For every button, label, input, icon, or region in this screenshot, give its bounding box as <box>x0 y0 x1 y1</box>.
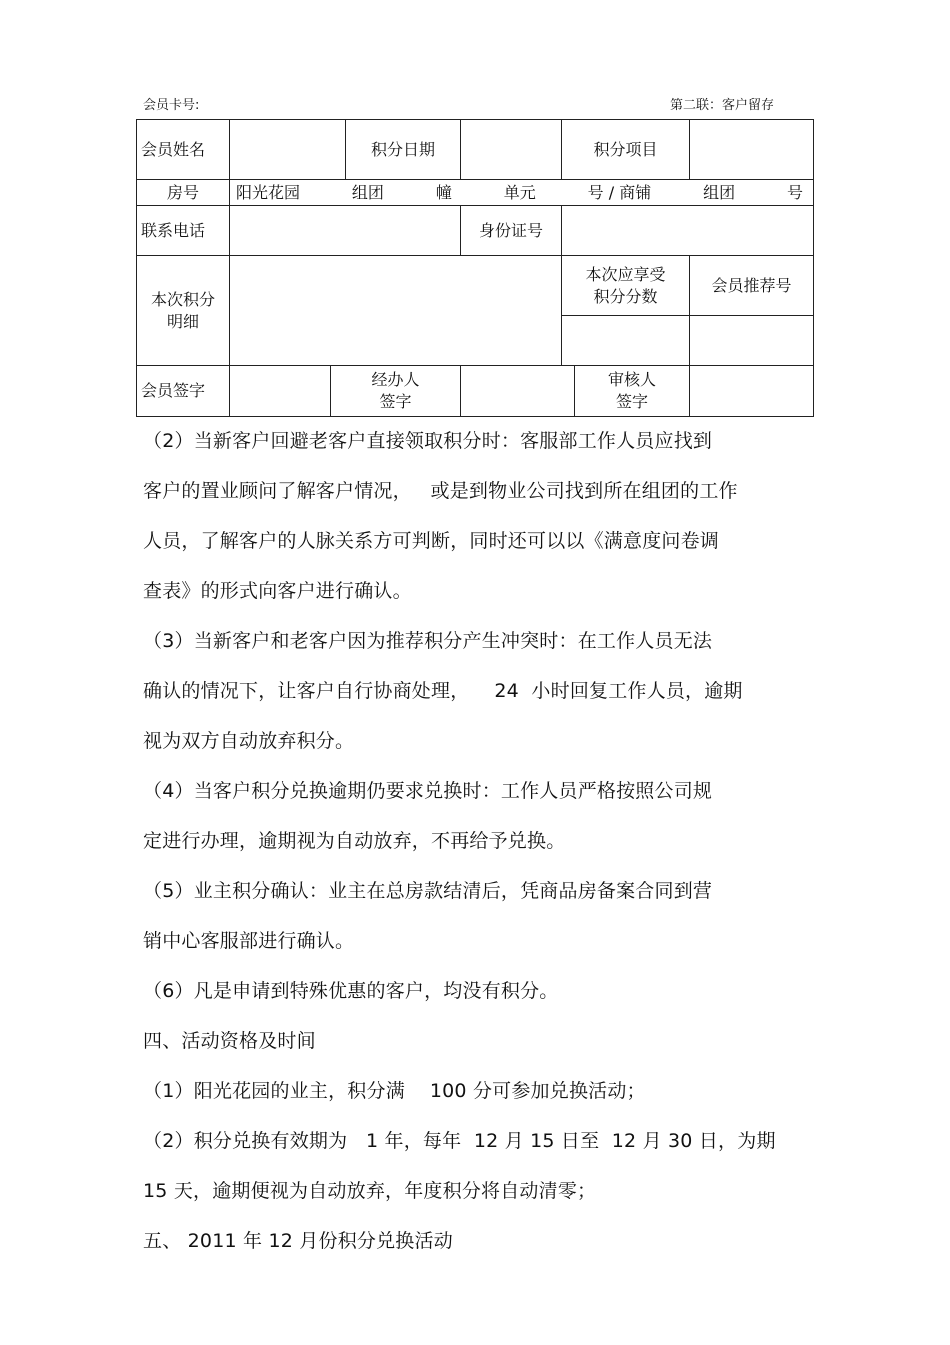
body-line-11: 销中心客服部进行确认。 <box>143 930 355 952</box>
room-part-shop-number: 号 <box>787 182 804 202</box>
body-line-9: 定进行办理，逾期视为自动放弃，不再给予兑换。 <box>143 830 566 852</box>
handler-signature-label <box>331 366 461 417</box>
body-line-8: （4）当客户积分兑换逾期仍要求兑换时：工作人员严格按照公司规 <box>143 780 713 802</box>
body-line-2: 客户的置业顾问了解客户情况， 或是到物业公司找到所在组团的工作 <box>143 480 738 502</box>
reviewer-line2: 签字 <box>616 392 649 411</box>
room-part-shop-group: 组团 <box>703 182 736 202</box>
entitled-points-line2: 积分分数 <box>593 286 658 306</box>
phone-field[interactable] <box>230 206 461 256</box>
entitled-points-line1: 本次应享受 <box>585 264 666 284</box>
section-heading-5: 五、 2011 年 12 月份积分兑换活动 <box>143 1230 453 1252</box>
points-detail-label <box>137 256 230 366</box>
room-part-group: 组团 <box>351 182 384 202</box>
member-name-field[interactable] <box>230 120 346 180</box>
room-part-number-shop: 号 / 商铺 <box>587 182 652 202</box>
handler-line2: 签字 <box>379 392 412 411</box>
body-line-5: （3）当新客户和老客户因为推荐积分产生冲突时：在工作人员无法 <box>143 630 713 652</box>
room-number-label: 房号 <box>137 180 230 206</box>
room-part-community: 阳光花园 <box>236 182 301 202</box>
room-part-unit: 单元 <box>503 182 536 202</box>
reviewer-signature-field[interactable] <box>690 366 814 417</box>
handler-line1: 经办人 <box>371 370 420 389</box>
points-detail-field[interactable] <box>230 256 562 366</box>
member-name-label: 会员姓名 <box>137 120 230 180</box>
card-number-label: 会员卡号: <box>143 98 200 113</box>
body-line-4: 查表》的形式向客户进行确认。 <box>143 580 412 602</box>
body-line-16: 15 天，逾期便视为自动放弃，年度积分将自动清零； <box>143 1180 597 1202</box>
room-part-building: 幢 <box>435 182 452 202</box>
phone-label: 联系电话 <box>137 206 230 256</box>
entitled-points-label <box>562 256 690 316</box>
referrer-number-label: 会员推荐号 <box>690 256 814 316</box>
body-line-1: （2）当新客户回避老客户直接领取积分时：客服部工作人员应找到 <box>143 430 713 452</box>
id-number-field[interactable] <box>562 206 814 256</box>
member-signature-label: 会员签字 <box>137 366 230 417</box>
section-heading-4: 四、活动资格及时间 <box>143 1030 316 1052</box>
points-detail-line1: 本次积分 <box>150 289 215 309</box>
body-line-12: （6）凡是申请到特殊优惠的客户，均没有积分。 <box>143 980 559 1002</box>
body-line-7: 视为双方自动放弃积分。 <box>143 730 355 752</box>
body-line-3: 人员，了解客户的人脉关系方可判断，同时还可以以《满意度问卷调 <box>143 530 720 552</box>
copy-label: 第二联：客户留存 <box>670 98 775 113</box>
points-item-field[interactable] <box>690 120 814 180</box>
room-number-field[interactable] <box>230 180 814 206</box>
points-date-field[interactable] <box>461 120 562 180</box>
reviewer-signature-label <box>575 366 690 417</box>
body-line-15: （2）积分兑换有效期为 1 年，每年 12 月 15 日至 12 月 30 日，为期 <box>143 1130 776 1152</box>
handler-signature-field[interactable] <box>461 366 575 417</box>
reviewer-line1: 审核人 <box>608 370 657 389</box>
member-points-form <box>136 119 814 417</box>
body-line-14: （1）阳光花园的业主，积分满 100 分可参加兑换活动； <box>143 1080 646 1102</box>
id-number-label: 身份证号 <box>461 206 562 256</box>
points-item-label: 积分项目 <box>562 120 690 180</box>
points-detail-line2: 明细 <box>166 311 199 331</box>
points-date-label: 积分日期 <box>346 120 461 180</box>
body-line-10: （5）业主积分确认：业主在总房款结清后，凭商品房备案合同到营 <box>143 880 713 902</box>
entitled-points-field[interactable] <box>562 316 690 366</box>
body-line-6: 确认的情况下，让客户自行协商处理， 24 小时回复工作人员，逾期 <box>143 680 743 702</box>
member-signature-field[interactable] <box>230 366 331 417</box>
referrer-number-field[interactable] <box>690 316 814 366</box>
